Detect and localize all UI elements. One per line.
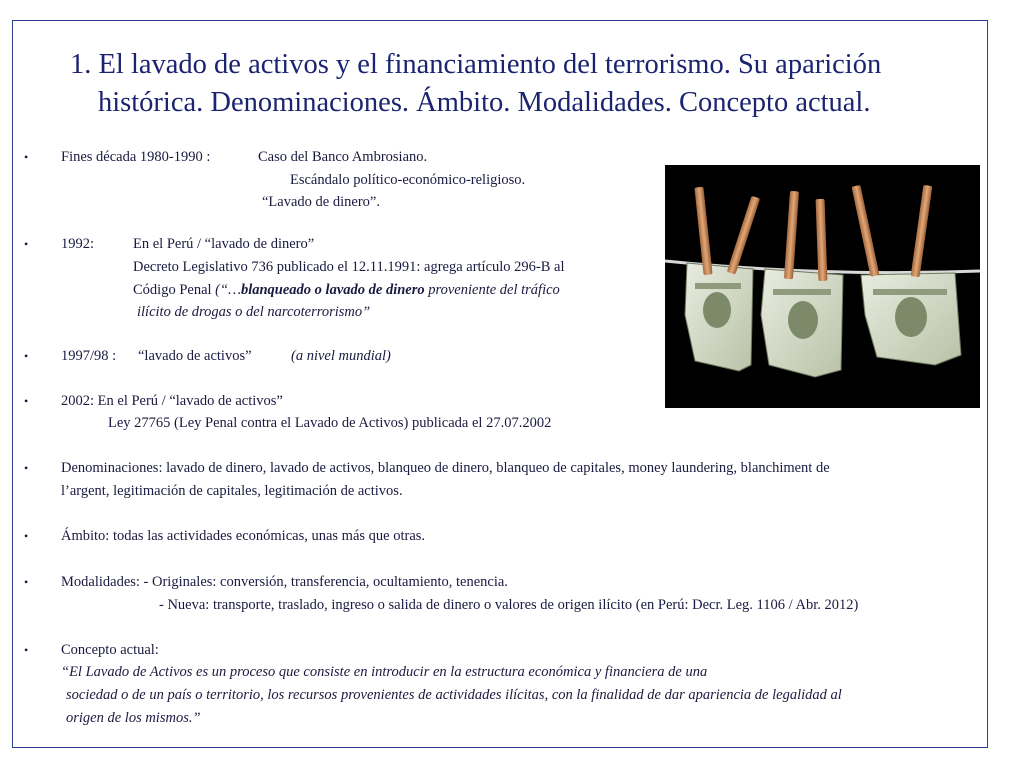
denominaciones-line-2: l’argent, legitimación de capitales, legitimación de activos.	[61, 483, 403, 499]
dollar-bill	[861, 273, 961, 365]
y1992-decreto: Decreto Legislativo 736 publicado el 12.11.1991: agrega artículo 296-B al	[133, 259, 565, 275]
dollar-bill	[761, 269, 843, 377]
bullet-marker: •	[24, 461, 29, 475]
concepto-label: Concepto actual:	[61, 642, 159, 658]
fines-label: Fines década 1980-1990 :	[61, 149, 211, 165]
y2002-ley: Ley 27765 (Ley Penal contra el Lavado de Activos) publicada el 27.07.2002	[108, 415, 552, 431]
codigo-bold: blanqueado o lavado de dinero	[240, 282, 425, 298]
fines-escandalo: Escándalo político-económico-religioso.	[290, 172, 526, 188]
bullet-marker: •	[24, 643, 29, 657]
y1997-note: (a nivel mundial)	[291, 348, 391, 364]
concepto-quote-3: origen de los mismos.”	[66, 710, 201, 726]
title-line-2: histórica. Denominaciones. Ámbito. Modalidades. Concepto actual.	[98, 87, 871, 118]
bullet-marker: •	[24, 529, 29, 543]
codigo-rest: proveniente del tráfico	[424, 282, 560, 298]
y1992-peru: En el Perú / “lavado de dinero”	[133, 236, 315, 252]
concepto-quote-2: sociedad o de un país o territorio, los recursos provenientes de actividades ilícitas, con la finalidad de dar apariencia de legalidad al	[66, 687, 842, 703]
dollar-bill	[685, 263, 753, 371]
laundered-money-photo	[665, 165, 980, 408]
y1997-year: 1997/98 :	[61, 348, 117, 364]
y1992-ilicito: ilícito de drogas o del narcoterrorismo”	[137, 304, 371, 320]
concepto-quote-1: “El Lavado de Activos es un proceso que consiste en introducir en la estructura económica y financiera de una	[61, 664, 708, 680]
codigo-prefix: Código Penal	[133, 282, 216, 298]
slide-title	[70, 46, 970, 122]
modalidades-line-2: - Nueva: transporte, traslado, ingreso o salida de dinero o valores de origen ilícito (en Perú: Decr. Leg. 1106 / Abr. 2012)	[159, 597, 859, 613]
bullet-marker: •	[24, 349, 29, 363]
bullet-marker: •	[24, 575, 29, 589]
modalidades-line-1: Modalidades: - Originales: conversión, transferencia, ocultamiento, tenencia.	[61, 574, 508, 590]
ambito-text: Ámbito: todas las actividades económicas, unas más que otras.	[61, 528, 426, 544]
codigo-quote-open: (“…	[215, 282, 241, 298]
fines-lavado: “Lavado de dinero”.	[262, 194, 380, 210]
bullet-marker: •	[24, 150, 29, 164]
denominaciones-line-1: Denominaciones: lavado de dinero, lavado de activos, blanqueo de dinero, blanqueo de capitales, money laundering, blanchiment de	[61, 460, 830, 476]
bullet-marker: •	[24, 394, 29, 408]
y1992-year: 1992:	[61, 236, 95, 252]
y1997-text: “lavado de activos”	[138, 348, 252, 364]
money-clothesline-illustration	[665, 165, 980, 408]
y1992-codigo	[133, 281, 560, 299]
title-line-1: 1. El lavado de activos y el financiamiento del terrorismo. Su aparición	[70, 49, 882, 80]
fines-caso: Caso del Banco Ambrosiano.	[258, 149, 428, 165]
bullet-marker: •	[24, 237, 29, 251]
y2002-text: 2002: En el Perú / “lavado de activos”	[61, 393, 283, 409]
